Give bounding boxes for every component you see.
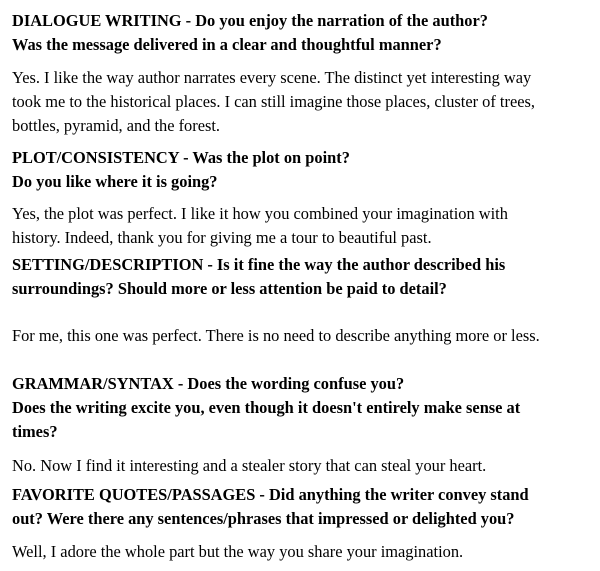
section-answer-plot-consistency	[12, 202, 598, 250]
section-heading-grammar-syntax	[12, 372, 598, 444]
heading-line: Was the message delivered in a clear and thoughtful manner?	[12, 35, 442, 54]
section-answer-grammar-syntax	[12, 454, 598, 478]
answer-line: No. Now I find it interesting and a stealer story that can steal your heart.	[12, 456, 487, 475]
section-heading-dialogue-writing	[12, 9, 598, 57]
heading-line: GRAMMAR/SYNTAX - Does the wording confuse you?	[12, 374, 405, 393]
answer-line: history. Indeed, thank you for giving me a tour to beautiful past.	[12, 228, 432, 247]
answer-line: Yes, the plot was perfect. I like it how you combined your imagination with	[12, 204, 508, 223]
heading-line: out? Were there any sentences/phrases that impressed or delighted you?	[12, 509, 515, 528]
heading-line: SETTING/DESCRIPTION - Is it fine the way the author described his	[12, 255, 506, 274]
section-heading-favorite-quotes	[12, 483, 598, 531]
section-heading-setting-description	[12, 253, 598, 301]
heading-line: Does the writing excite you, even though it doesn't entirely make sense at	[12, 398, 521, 417]
section-heading-plot-consistency	[12, 146, 598, 194]
answer-line: For me, this one was perfect. There is no need to describe anything more or less.	[12, 326, 540, 345]
heading-line: times?	[12, 422, 58, 441]
heading-line: Do you like where it is going?	[12, 172, 218, 191]
heading-line: PLOT/CONSISTENCY - Was the plot on point?	[12, 148, 350, 167]
review-document	[12, 9, 598, 564]
answer-line: took me to the historical places. I can still imagine those places, cluster of trees,	[12, 92, 535, 111]
answer-line: Yes. I like the way author narrates every scene. The distinct yet interesting way	[12, 68, 532, 87]
heading-line: FAVORITE QUOTES/PASSAGES - Did anything the writer convey stand	[12, 485, 529, 504]
section-answer-setting-description	[12, 324, 598, 348]
answer-line: Well, I adore the whole part but the way you share your imagination.	[12, 542, 464, 561]
heading-line: DIALOGUE WRITING - Do you enjoy the narration of the author?	[12, 11, 488, 30]
section-answer-dialogue-writing	[12, 66, 598, 138]
heading-line: surroundings? Should more or less attention be paid to detail?	[12, 279, 447, 298]
section-answer-favorite-quotes	[12, 540, 598, 564]
answer-line: bottles, pyramid, and the forest.	[12, 116, 221, 135]
